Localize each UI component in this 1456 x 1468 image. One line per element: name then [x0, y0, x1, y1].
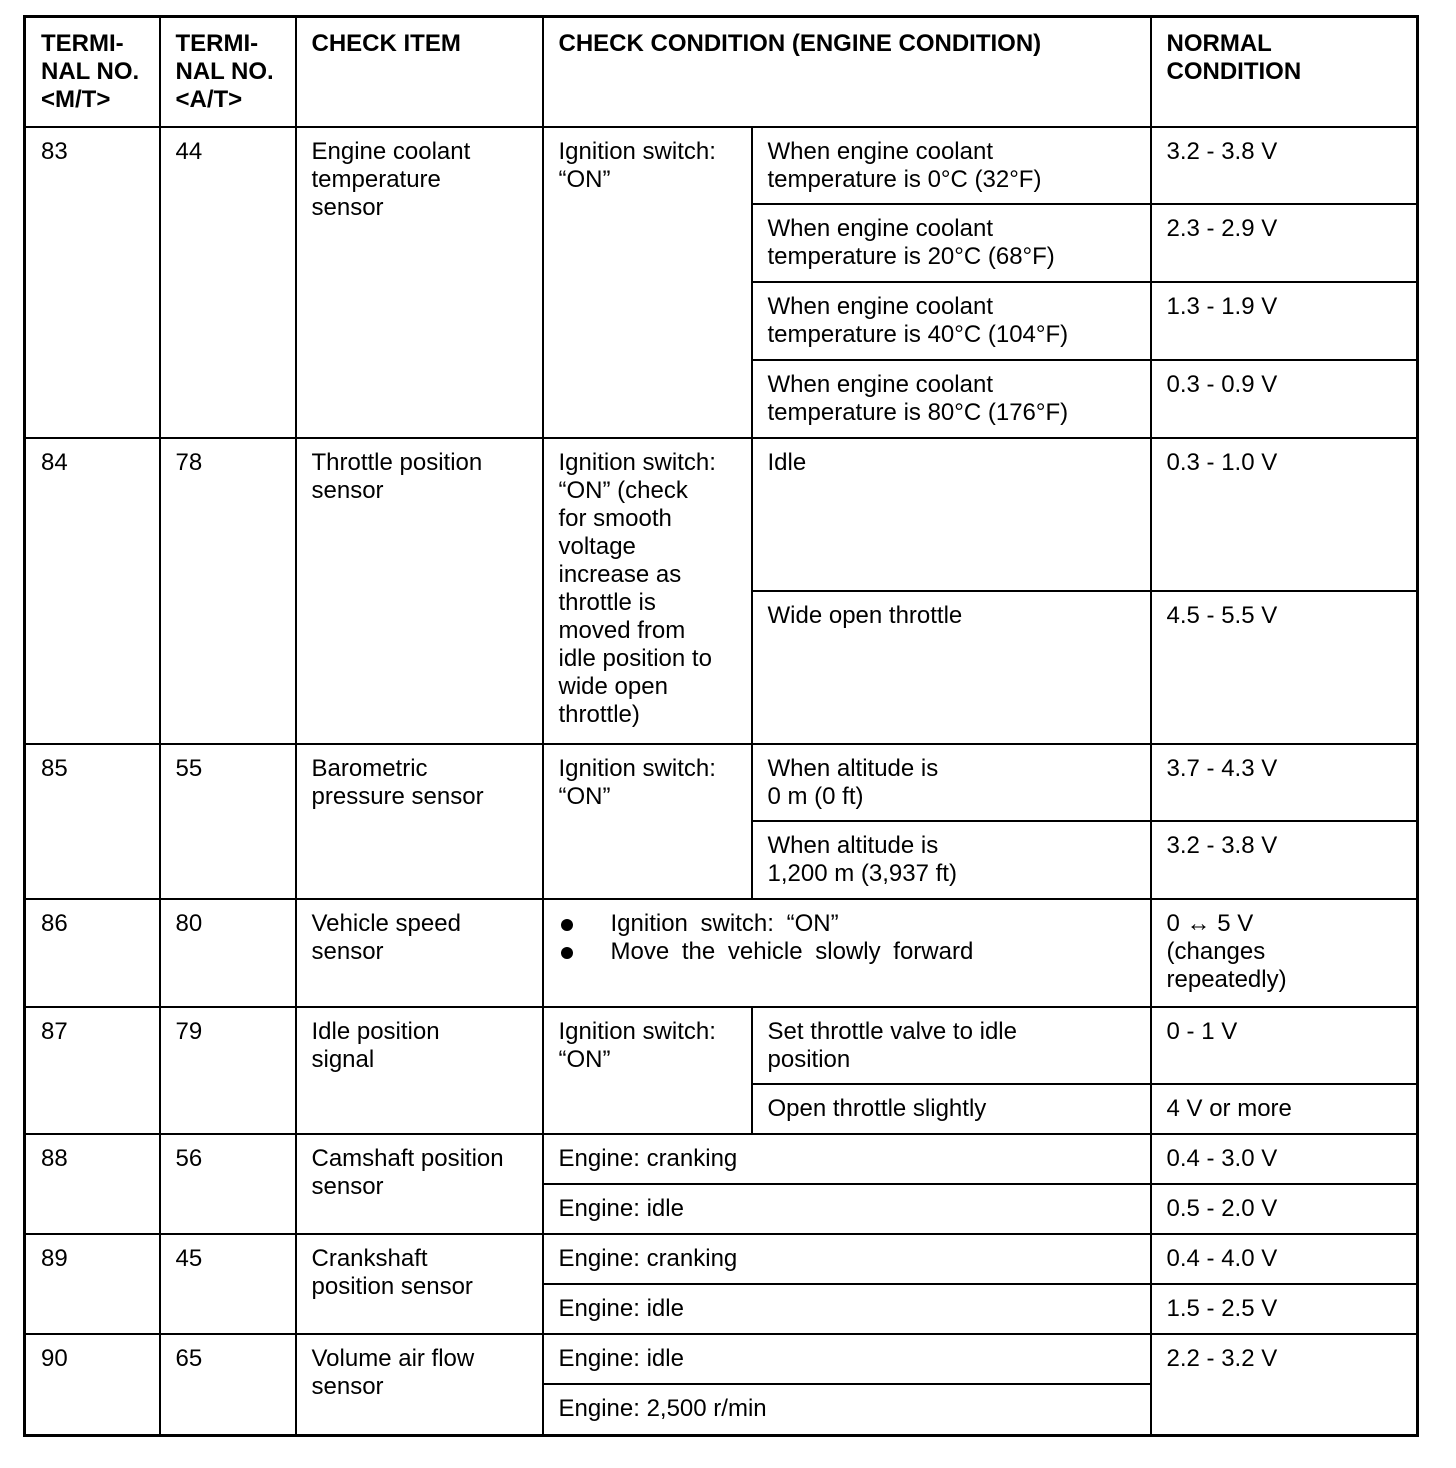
bullet-text: Ignition switch: “ON”: [610, 909, 839, 937]
normal-condition-cell: 3.7 - 4.3 V: [1151, 744, 1418, 821]
table-row: [25, 438, 1418, 591]
header-normal-condition: NORMAL CONDITION: [1151, 17, 1418, 127]
normal-condition-cell: 0 - 1 V: [1151, 1007, 1418, 1084]
check-item-cell: Volume air flow sensor: [296, 1334, 543, 1436]
check-item-cell: Idle position signal: [296, 1007, 543, 1134]
header-row: [25, 17, 1418, 127]
list-item: [559, 938, 1142, 966]
header-check-item: CHECK ITEM: [296, 17, 543, 127]
bullet-icon: [561, 947, 573, 959]
table-row: [25, 744, 1418, 821]
bullet-text: Move the vehicle slowly forward: [610, 937, 974, 965]
normal-condition-cell: 3.2 - 3.8 V: [1151, 127, 1418, 204]
check-item-cell: Vehicle speed sensor: [296, 899, 543, 1007]
check-item-cell: Crankshaft position sensor: [296, 1234, 543, 1334]
normal-condition-cell: 0.3 - 0.9 V: [1151, 360, 1418, 438]
normal-condition-cell: 0.5 - 2.0 V: [1151, 1184, 1418, 1234]
condition-bullet-list: [559, 910, 1142, 966]
terminal-at-cell: 56: [160, 1134, 296, 1234]
normal-condition-cell: 1.3 - 1.9 V: [1151, 282, 1418, 360]
terminal-at-cell: 65: [160, 1334, 296, 1436]
terminal-mt-cell: 89: [25, 1234, 160, 1334]
normal-condition-cell: 1.5 - 2.5 V: [1151, 1284, 1418, 1334]
terminal-mt-cell: 86: [25, 899, 160, 1007]
sub-condition-cell: Open throttle slightly: [752, 1084, 1151, 1134]
normal-condition-cell: 4.5 - 5.5 V: [1151, 591, 1418, 744]
table-row: [25, 1007, 1418, 1084]
sub-condition-cell: Engine: idle: [543, 1334, 1151, 1384]
terminal-at-cell: 78: [160, 438, 296, 744]
check-item-cell: Camshaft position sensor: [296, 1134, 543, 1234]
sub-condition-cell: When engine coolant temperature is 40°C (104°F): [752, 282, 1151, 360]
sub-condition-cell: Engine: idle: [543, 1284, 1151, 1334]
terminal-mt-cell: 87: [25, 1007, 160, 1134]
normal-condition-cell: 2.2 - 3.2 V: [1151, 1334, 1418, 1436]
table-row: [25, 1234, 1418, 1284]
terminal-at-cell: 79: [160, 1007, 296, 1134]
check-item-cell: Barometric pressure sensor: [296, 744, 543, 899]
sub-condition-cell: When engine coolant temperature is 20°C (68°F): [752, 204, 1151, 282]
table-row: [25, 1334, 1418, 1384]
check-condition-cell: Ignition switch: “ON” (check for smooth voltage increase as throttle is moved from idle position to wide open throttle): [543, 438, 752, 744]
normal-condition-cell: 0 ↔ 5 V (changes repeatedly): [1151, 899, 1418, 1007]
terminal-mt-cell: 84: [25, 438, 160, 744]
sub-condition-cell: Engine: idle: [543, 1184, 1151, 1234]
terminal-at-cell: 45: [160, 1234, 296, 1334]
sub-condition-cell: Idle: [752, 438, 1151, 591]
check-condition-cell: Ignition switch: “ON”: [543, 1007, 752, 1134]
terminal-mt-cell: 90: [25, 1334, 160, 1436]
normal-condition-cell: 3.2 - 3.8 V: [1151, 821, 1418, 899]
sub-condition-cell: Engine: cranking: [543, 1134, 1151, 1184]
header-check-condition: CHECK CONDITION (ENGINE CONDITION): [543, 17, 1151, 127]
table-row: [25, 1134, 1418, 1184]
terminal-mt-cell: 83: [25, 127, 160, 438]
terminal-at-cell: 80: [160, 899, 296, 1007]
check-condition-cell: Ignition switch: “ON”: [543, 744, 752, 899]
sub-condition-cell: When engine coolant temperature is 80°C (176°F): [752, 360, 1151, 438]
sub-condition-cell: Engine: 2,500 r/min: [543, 1384, 1151, 1436]
normal-condition-cell: 0.3 - 1.0 V: [1151, 438, 1418, 591]
terminal-at-cell: 44: [160, 127, 296, 438]
list-item: [559, 910, 1142, 938]
normal-condition-cell: 4 V or more: [1151, 1084, 1418, 1134]
table-row: [25, 127, 1418, 204]
header-terminal-at: TERMI- NAL NO. <A/T>: [160, 17, 296, 127]
check-condition-cell: Ignition switch: “ON”: [543, 127, 752, 438]
sub-condition-cell: When engine coolant temperature is 0°C (32°F): [752, 127, 1151, 204]
sub-condition-cell: Engine: cranking: [543, 1234, 1151, 1284]
check-item-cell: Throttle position sensor: [296, 438, 543, 744]
bullet-icon: [561, 919, 573, 931]
sub-condition-cell: When altitude is 1,200 m (3,937 ft): [752, 821, 1151, 899]
terminal-at-cell: 55: [160, 744, 296, 899]
terminal-mt-cell: 88: [25, 1134, 160, 1234]
table-row: [25, 899, 1418, 1007]
header-terminal-mt: TERMI- NAL NO. <M/T>: [25, 17, 160, 127]
terminal-check-table: [23, 15, 1419, 1437]
check-item-cell: Engine coolant temperature sensor: [296, 127, 543, 438]
normal-condition-cell: 2.3 - 2.9 V: [1151, 204, 1418, 282]
terminal-mt-cell: 85: [25, 744, 160, 899]
normal-condition-cell: 0.4 - 3.0 V: [1151, 1134, 1418, 1184]
sub-condition-cell: When altitude is 0 m (0 ft): [752, 744, 1151, 821]
sub-condition-cell: Wide open throttle: [752, 591, 1151, 744]
check-condition-cell: [543, 899, 1151, 1007]
normal-condition-cell: 0.4 - 4.0 V: [1151, 1234, 1418, 1284]
sub-condition-cell: Set throttle valve to idle position: [752, 1007, 1151, 1084]
